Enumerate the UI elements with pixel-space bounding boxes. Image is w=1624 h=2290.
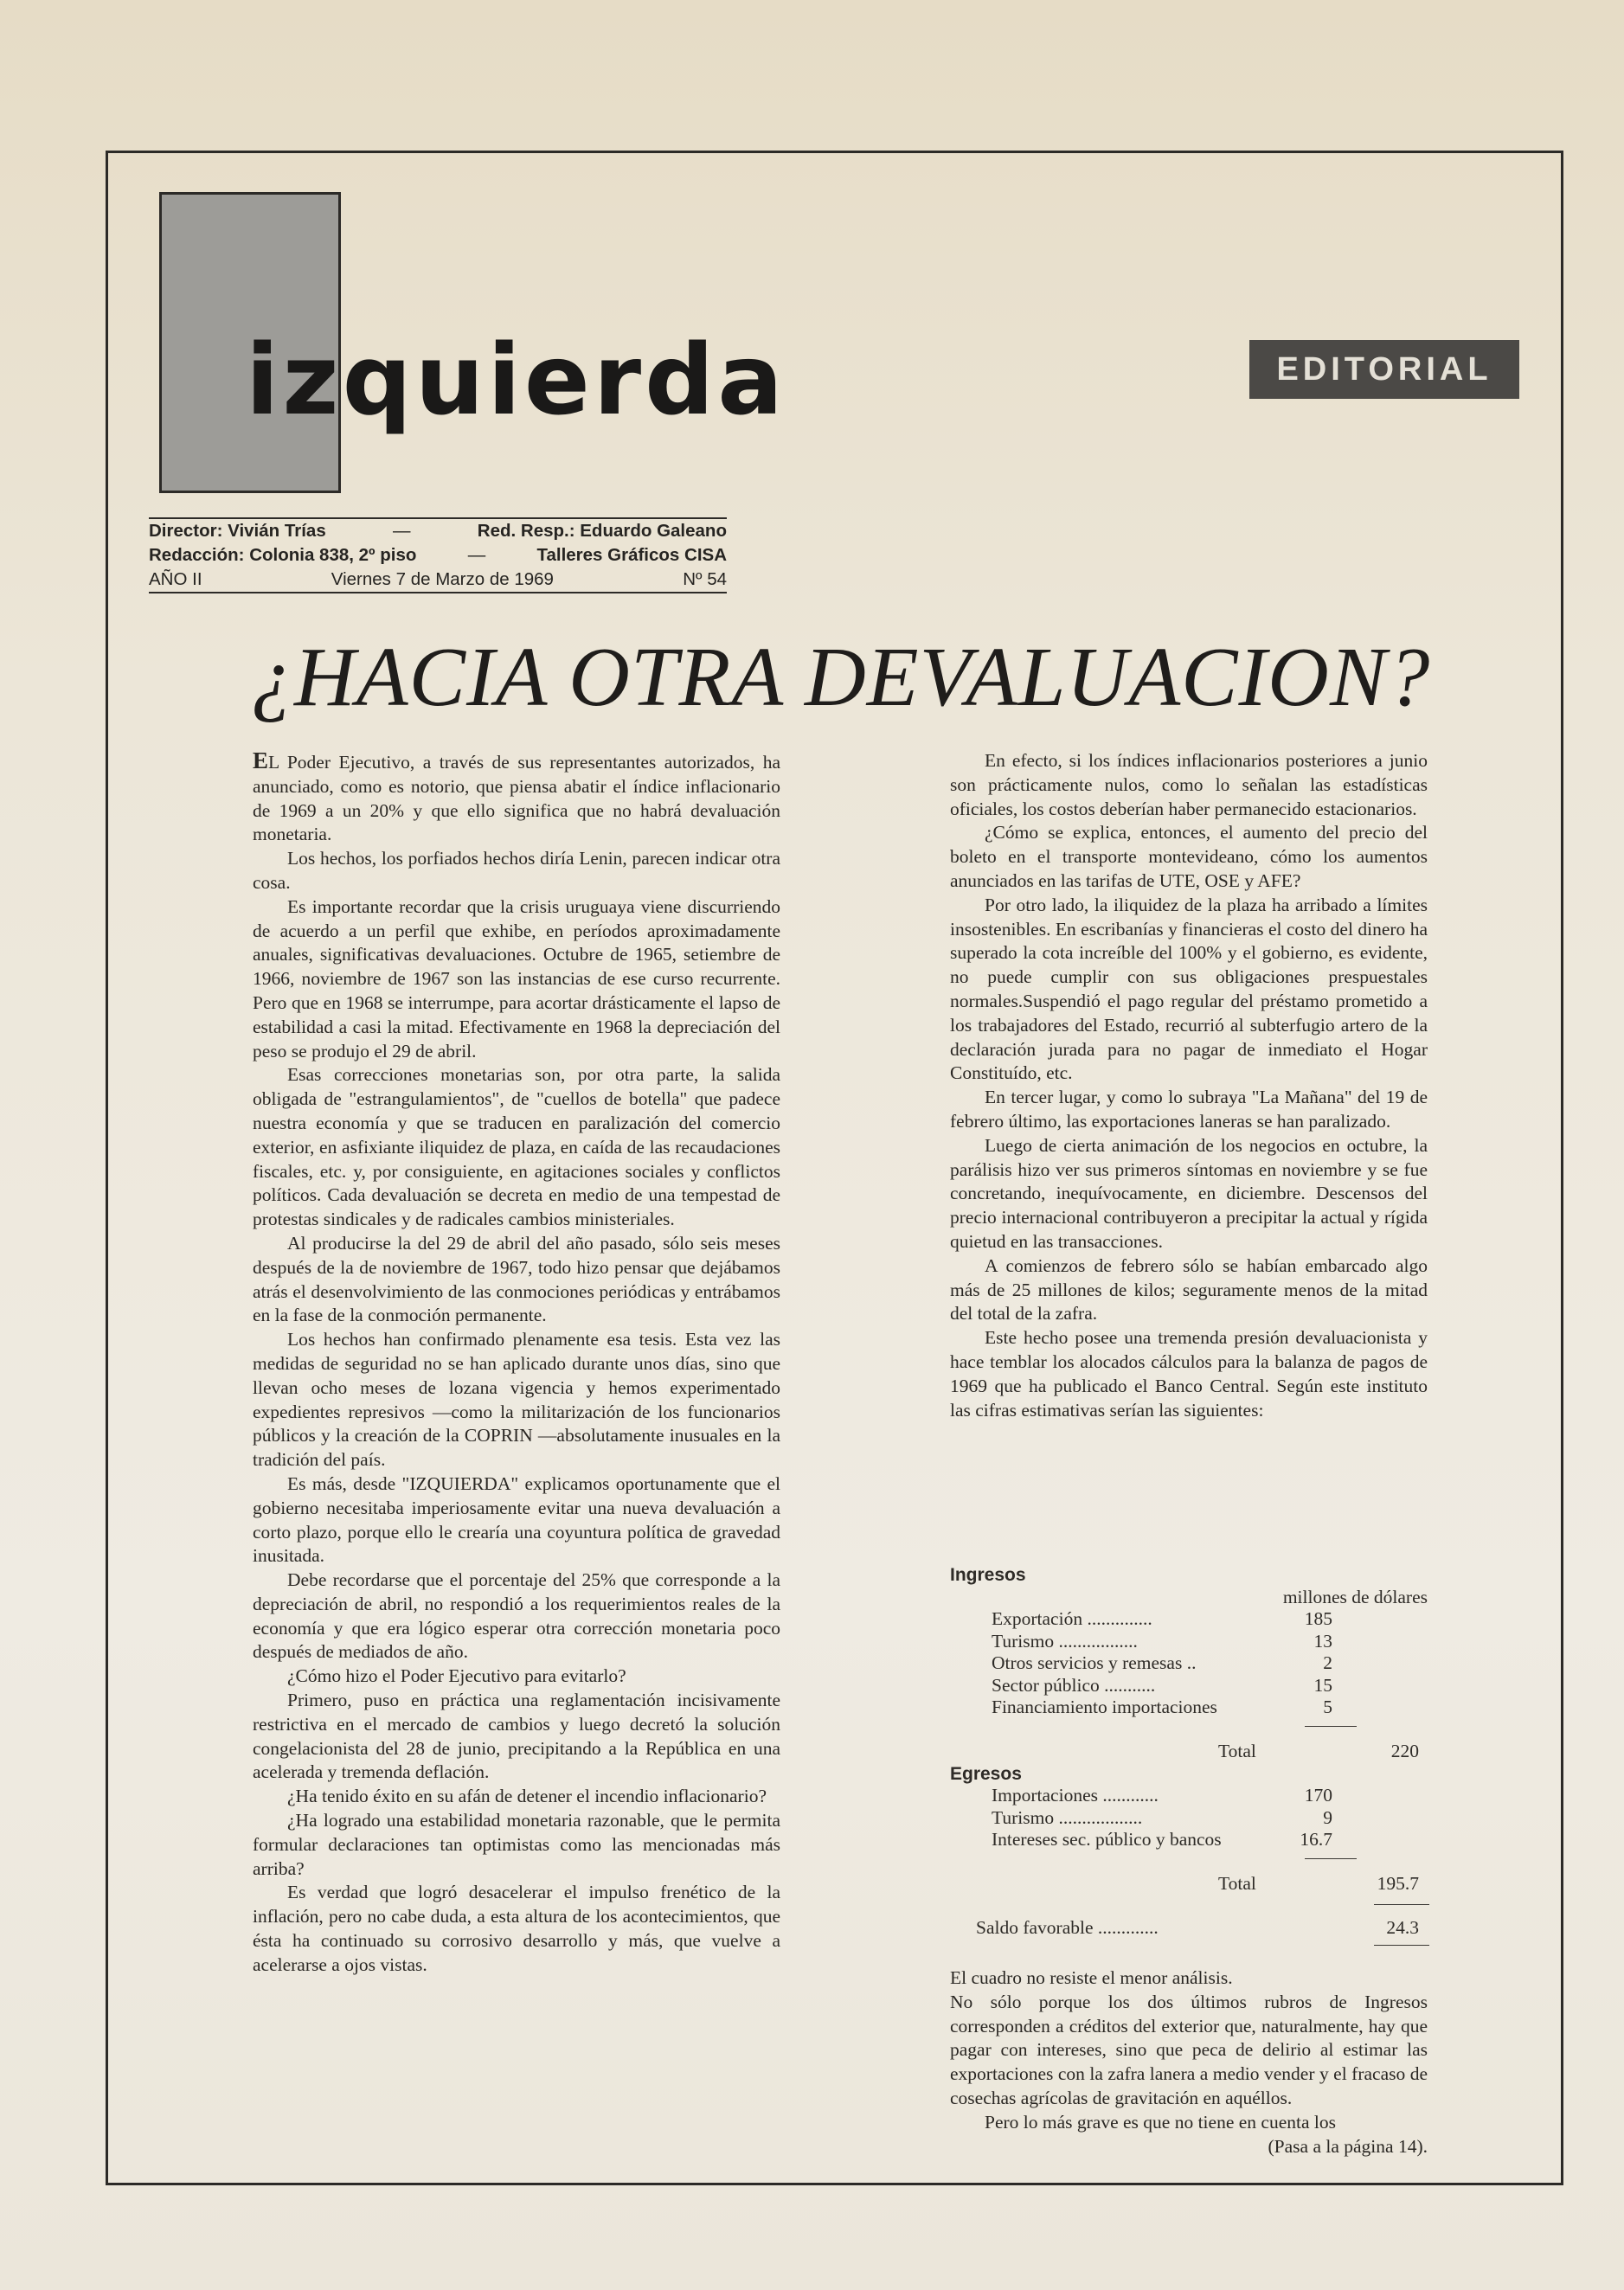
paragraph: ¿Cómo se explica, entonces, el aumento del precio del boleto en el transporte montevideano, cómo los aumentos anunciados en las tarifas de UTE, OSE y AFE? (950, 822, 1428, 891)
director-label: Director: (149, 521, 223, 541)
redaccion-value: Colonia 838, 2º piso (249, 545, 417, 565)
masthead-row-issue (149, 568, 727, 592)
paragraph: Por otro lado, la iliquidez de la plaza ha arribado a límites insostenibles. En escribanías y financieras el costo del dinero ha superado la cota increíble del 100% y el gobierno, es evidente, no puede cumplir con sus obligaciones prespuestales normales.Suspendió el pago regular del préstamo prometido a los trabajadores del Estado, recurrió al subterfugio artero de la declaración jurada para no pagar de inmediato el Hogar Constituído, etc. (950, 894, 1428, 1084)
row-value: 5 (1323, 1697, 1332, 1717)
row-label: Exportación .............. (992, 1608, 1152, 1629)
paragraph: ¿Cómo hizo el Poder Ejecutivo para evitarlo? (287, 1665, 626, 1687)
table-unit: millones de dólares (1282, 1586, 1428, 1607)
masthead-dash: — (467, 545, 486, 565)
sum-rule (1305, 1858, 1357, 1859)
red-resp-name: Eduardo Galeano (580, 521, 727, 541)
row-label: Sector público ........... (992, 1674, 1156, 1696)
row-label: Importaciones ............ (992, 1785, 1159, 1806)
paragraph: Es importante recordar que la crisis uruguaya viene discurriendo de acuerdo a un perfil que exhibe, en períodos aproximadamente anuales, significativas devaluaciones. Octubre de 1965, setiembre de 1966, noviembre de 1967 son las instancias de ese curso recurrente. Pero que en 1968 se interrumpe, para acortar drásticamente el lapso de estabilidad a casi la mitad. Efectivamente en 1968 la depreciación del peso se produjo el 29 de abril. (253, 895, 780, 1062)
total-value: 220 (1390, 1741, 1419, 1761)
paragraph: Al producirse la del 29 de abril del año pasado, sólo seis meses después de la de noviembre de 1967, todo hizo pensar que dejábamos atrás el desenvolvimiento de las conmociones periódicas y entrábamos en la fase de la conmoción permanente. (253, 1232, 780, 1326)
paragraph: A comienzos de febrero sólo se habían embarcado algo más de 25 millones de kilos; seguramente menos de la mitad del total de la zafra. (950, 1254, 1428, 1325)
row-value: 170 (1304, 1785, 1332, 1806)
masthead-row-redaccion (149, 543, 727, 568)
paragraph (253, 749, 780, 847)
row-label: Turismo .................. (992, 1806, 1143, 1828)
table-row (950, 1829, 1428, 1851)
article-closing (950, 1966, 1428, 2159)
table-row (950, 1631, 1428, 1653)
paragraph: Pero lo más grave es que no tiene en cuenta los (985, 2111, 1336, 2133)
red-resp-label: Red. Resp.: (477, 521, 575, 541)
article-column-right (950, 749, 1428, 1422)
paragraph: Es más, desde "IZQUIERDA" explicamos oportunamente que el gobierno necesitaba imperiosamente evitar una nueva devaluación a corto plazo, porque ello le crearía una coyuntura política de gravedad inusitada. (253, 1472, 780, 1567)
table-saldo-row (950, 1917, 1428, 1940)
paragraph: Es verdad que logró desacelerar el impulso frenético de la inflación, pero no cabe duda, a esta altura de los acontecimientos, que ésta ha continuado su corrosivo desarrollo y más, que vuelve a acelerarse a ojos vistas. (253, 1882, 780, 1975)
masthead-rule-bottom (149, 592, 727, 593)
paragraph-text: L Poder Ejecutivo, a través de sus representantes autorizados, ha anunciado, como es notorio, que piensa abatir el índice inflacionario de 1969 a un 20% y que ello significa que no habrá devaluación monetaria. (253, 752, 780, 845)
row-label: Financiamiento importaciones (992, 1697, 1217, 1717)
paragraph: Debe recordarse que el porcentaje del 25% que corresponde a la depreciación de abril, no respondió a los requerimientos reales de la economía y que era lógico esperar otra corrección monetaria poco después de mediados de año. (253, 1569, 780, 1663)
row-value: 9 (1323, 1806, 1332, 1828)
paragraph: Esas correcciones monetarias son, por otra parte, la salida obligada de "estrangulamientos", de "cuellos de botella" que padece nuestra economía y que se traducen en paralización del comercio exterior, en asfixiante iliquidez de plaza, en caída de las recaudaciones fiscales, etc. y, por consiguiente, en agitaciones sociales y conflictos políticos. Cada devaluación se decreta en medio de una tempestad de protestas sindicales y de radicales cambios ministeriales. (253, 1064, 780, 1230)
table-total-row (950, 1873, 1428, 1896)
row-value: 13 (1313, 1630, 1332, 1652)
paragraph: No sólo porque los dos últimos rubros de Ingresos corresponden a créditos del exterior que, naturalmente, hay que pagar con intereses, sino que peca de delirio al estimar las exportaciones con la zafra lanera a medio vender y el fracaso de cosechas agrícolas de gravitación en aquéllos. (950, 1991, 1428, 2108)
article-column-left (253, 749, 780, 1978)
headline: ¿HACIA OTRA DEVALUACION? (251, 631, 1431, 724)
row-value: 15 (1313, 1674, 1332, 1696)
row-label: Intereses sec. público y bancos (992, 1829, 1222, 1850)
table-total-row (950, 1741, 1428, 1763)
masthead-row-director (149, 519, 727, 543)
masthead-logo: izquierda (246, 324, 786, 437)
total-value: 195.7 (1377, 1873, 1419, 1894)
table-rule-row (950, 1719, 1428, 1742)
issue-year: AÑO II (149, 569, 202, 589)
redaccion-label: Redacción: (149, 545, 245, 565)
paragraph: El cuadro no resiste el menor análisis. (950, 1967, 1233, 1988)
total-label: Total (1218, 1873, 1256, 1894)
issue-number: Nº 54 (683, 569, 727, 589)
section-label-editorial: EDITORIAL (1249, 340, 1519, 399)
paragraph: ¿Ha logrado una estabilidad monetaria razonable, que le permita formular declaraciones tan optimistas como las mencionadas más arriba? (253, 1810, 780, 1879)
table-row (950, 1608, 1428, 1631)
balance-table (950, 1564, 1428, 1961)
masthead-dash: — (393, 521, 411, 541)
saldo-value: 24.3 (1386, 1917, 1419, 1938)
row-value: 185 (1304, 1608, 1332, 1629)
table-rule-row (950, 1940, 1428, 1962)
sum-rule (1374, 1945, 1429, 1946)
paragraph: Luego de cierta animación de los negocios en octubre, la parálisis hizo ver sus primeros síntomas en noviembre y se fue concretando, inequívocamente, en diciembre. Descensos del precio internacional contribuyeron a precipitar la actual y rígida quietud en las transacciones. (950, 1134, 1428, 1252)
row-label: Otros servicios y remesas .. (992, 1652, 1197, 1673)
talleres-credit: Talleres Gráficos CISA (536, 545, 727, 565)
issue-date: Viernes 7 de Marzo de 1969 (331, 569, 554, 589)
director-name: Vivián Trías (228, 521, 326, 541)
saldo-label: Saldo favorable ............. (976, 1917, 1159, 1938)
paragraph: Este hecho posee una tremenda presión devaluacionista y hace temblar los alocados cálculos para la balanza de pagos de 1969 que ha publicado el Banco Central. Según este instituto las cifras estimativas serían las siguientes: (950, 1327, 1428, 1421)
sum-rule (1374, 1904, 1429, 1905)
row-value: 2 (1323, 1652, 1332, 1673)
dropcap: E (253, 747, 269, 773)
table-row (950, 1652, 1428, 1675)
table-row (950, 1807, 1428, 1830)
table-row (950, 1675, 1428, 1697)
red-resp-credit (478, 519, 727, 543)
director-credit (149, 519, 326, 543)
table-rule-row (950, 1851, 1428, 1874)
total-label: Total (1218, 1741, 1256, 1761)
masthead-info (149, 517, 727, 593)
continued-note: (Pasa a la página 14). (1268, 2135, 1428, 2157)
paragraph: ¿Ha tenido éxito en su afán de detener el incendio inflacionario? (287, 1786, 767, 1807)
table-rule-row (950, 1896, 1428, 1918)
table-ingresos-heading: Ingresos (950, 1565, 1026, 1585)
row-label: Turismo ................. (992, 1630, 1138, 1652)
table-row (950, 1785, 1428, 1807)
table-row (950, 1697, 1428, 1719)
paragraph: Primero, puso en práctica una reglamentación incisivamente restrictiva en el mercado de cambios y luego decretó la solución congelacionista del 28 de junio, precipitando a la República en una acelerada y tremenda deflación. (253, 1690, 780, 1783)
paragraph: En tercer lugar, y como lo subraya "La Mañana" del 19 de febrero último, las exportaciones laneras se han paralizado. (950, 1087, 1428, 1132)
sum-rule (1305, 1726, 1357, 1727)
paragraph: Los hechos han confirmado plenamente esa tesis. Esta vez las medidas de seguridad no se han aplicado durante unos días, sino que llevan ocho meses de lozana vigencia y hemos experimentado expedientes represivos —como la militarización de los funcionarios públicos y la creación de la COPRIN —absolutamente inusuales en la tradición del país. (253, 1329, 780, 1471)
row-value: 16.7 (1300, 1829, 1332, 1850)
table-egresos-heading: Egresos (950, 1763, 1022, 1784)
paragraph: Los hechos, los porfiados hechos diría Lenin, parecen indicar otra cosa. (253, 848, 780, 893)
paragraph: En efecto, si los índices inflacionarios posteriores a junio son prácticamente nulos, como lo señalan las estadísticas oficiales, los costos deberían haber permanecido estacionarios. (950, 750, 1428, 819)
redaccion-credit (149, 543, 416, 568)
